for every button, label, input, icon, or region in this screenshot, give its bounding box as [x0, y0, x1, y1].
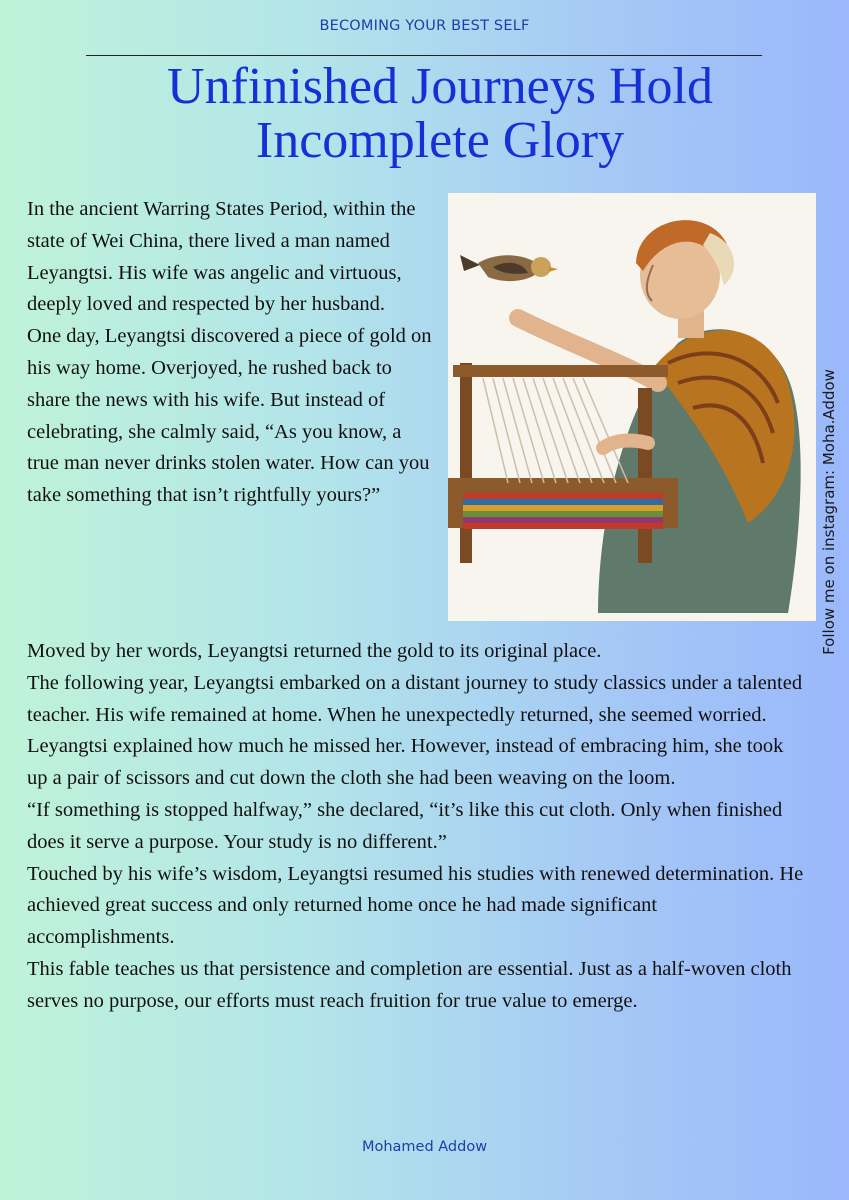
hand-at-loom — [603, 441, 648, 448]
bird-tail — [460, 255, 480, 271]
story-paragraph: The following year, Leyangtsi embarked on a distant journey to study classics under a talented teacher. His wife remained at home. When he unexpectedly returned, she seemed worried. Leyangtsi explained how much he missed her. However, instead of embracing him, she took up a pair of scissors and cut down the cloth she had been weaving on the loom. — [27, 671, 803, 790]
story-continuation — [27, 636, 807, 1018]
instagram-note-text: Follow me on instagram: Moha.Addow — [820, 369, 838, 655]
story-paragraph: In the ancient Warring States Period, within the state of Wei China, there lived a man named Leyangtsi. His wife was angelic and virtuous, deeply loved and respected by her husband. — [27, 198, 416, 316]
bird-beak — [549, 267, 558, 272]
article-title: Unfinished Journeys Hold Incomplete Glory — [167, 58, 713, 169]
loom-left-post — [460, 363, 472, 563]
story-paragraph: One day, Leyangtsi discovered a piece of gold on his way home. Overjoyed, he rushed back to share the news with his wife. But instead of celebrating, she calmly said, “As you know, a true man never drinks stolen water. How can you take something that isn’t rightfully yours?” — [27, 325, 432, 507]
weaver-drawing — [448, 193, 816, 621]
story-paragraph: “If something is stopped halfway,” she declared, “it’s like this cut cloth. Only when finished does it serve a purpose. Your study is no different.” — [27, 798, 783, 853]
woven-cloth — [463, 493, 663, 529]
story-column — [27, 194, 437, 512]
header-divider — [86, 55, 762, 56]
author-credit: Mohamed Addow — [361, 1139, 488, 1155]
bird-head — [531, 257, 551, 277]
story-moral: This fable teaches us that persistence and completion are essential. Just as a half-woven cloth serves no purpose, our efforts must reach fruition for true value to emerge. — [27, 957, 792, 1012]
loom-right-post — [638, 388, 652, 563]
warp-threads — [483, 378, 628, 483]
story-paragraph: Moved by her words, Leyangtsi returned the gold to its original place. — [27, 640, 602, 662]
loom-top-beam — [453, 365, 668, 377]
loom-illustration — [448, 193, 816, 621]
series-kicker: BECOMING YOUR BEST SELF — [319, 18, 530, 34]
story-paragraph: Touched by his wife’s wisdom, Leyangtsi resumed his studies with renewed determination. He achieved great success and only returned home once he had made significant accomplishments. — [27, 862, 804, 949]
